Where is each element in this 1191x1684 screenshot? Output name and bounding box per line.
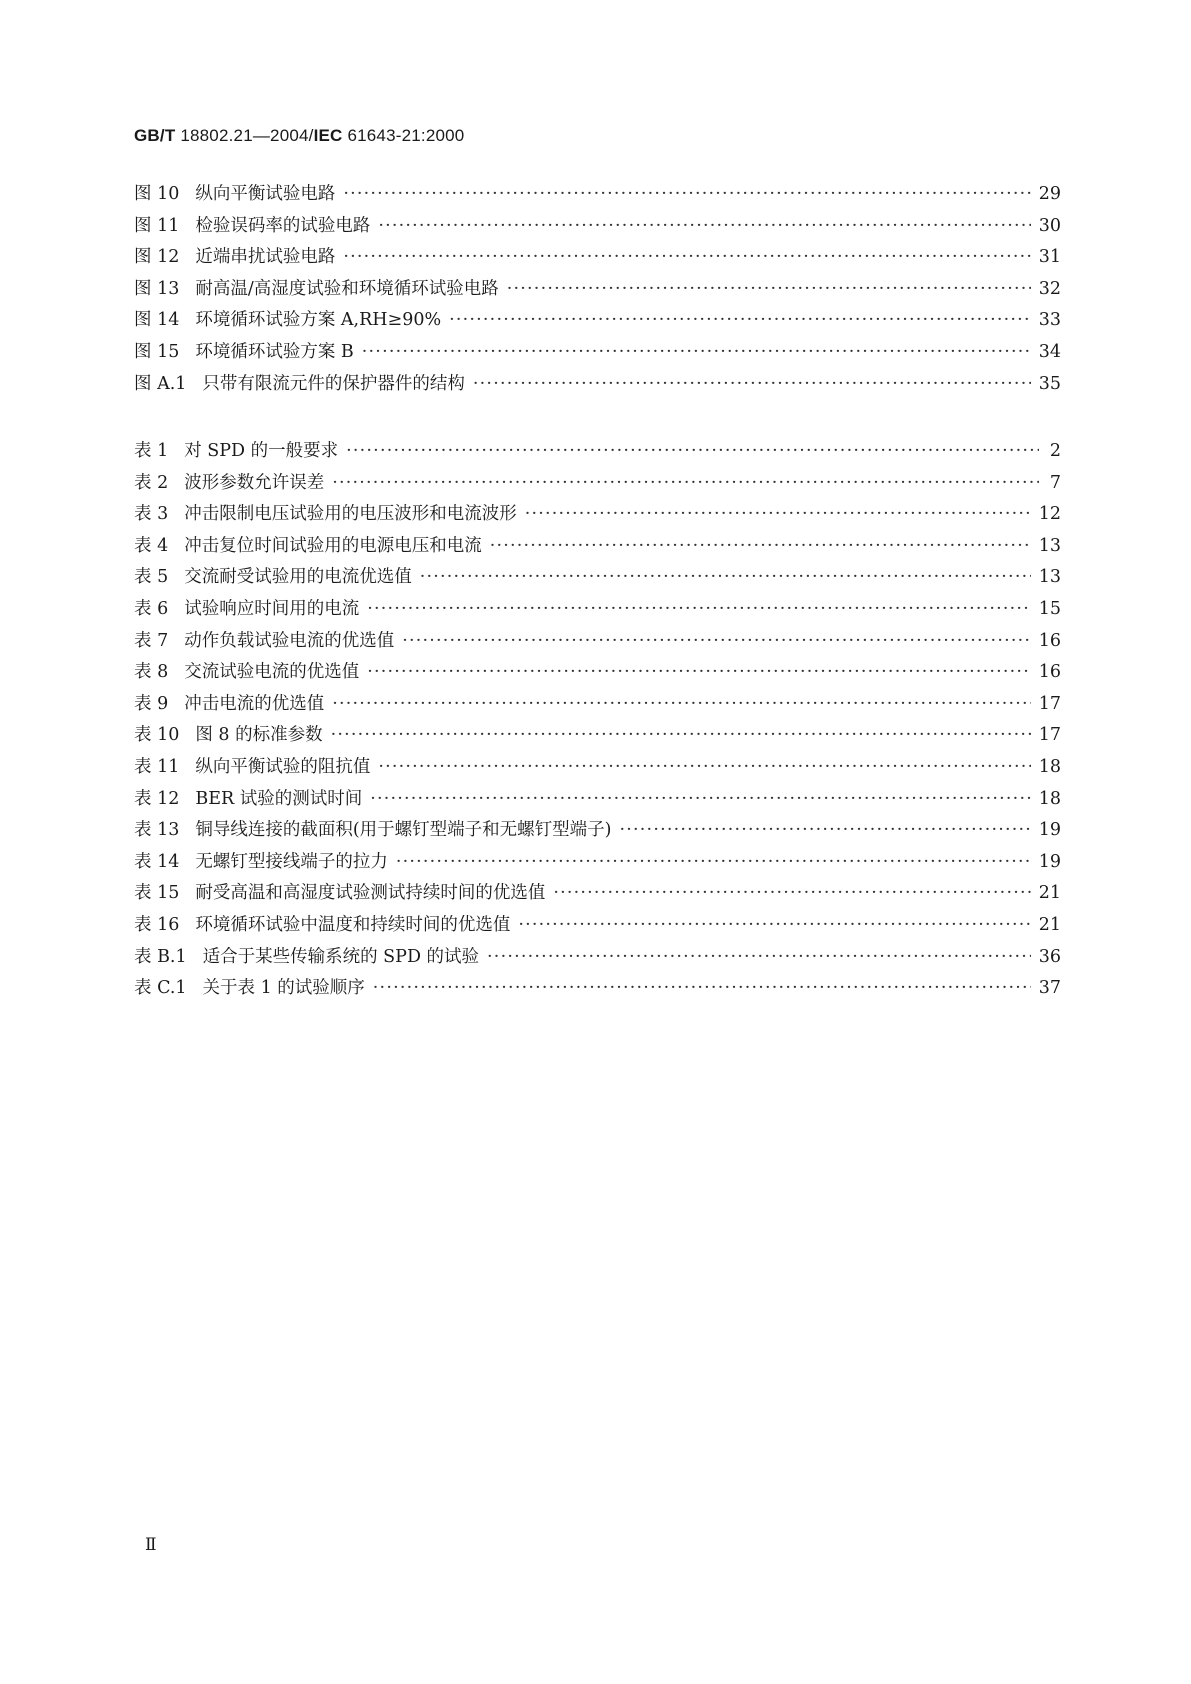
dot-leader [473, 374, 1031, 394]
dot-leader [396, 852, 1031, 872]
dot-leader [402, 631, 1031, 651]
table-page-number: 16 [1038, 630, 1061, 651]
figure-label: 图 15 [134, 341, 180, 362]
table-entry[interactable] [134, 500, 1061, 532]
dot-leader [620, 820, 1031, 840]
figure-entry[interactable] [134, 180, 1061, 212]
figure-label: 图 11 [134, 215, 180, 236]
figure-title: 纵向平衡试验电路 [195, 184, 336, 204]
table-title: 关于表 1 的试验顺序 [202, 978, 365, 999]
figure-page-number: 33 [1038, 310, 1061, 331]
table-page-number: 37 [1038, 978, 1061, 999]
table-title: 动作负载试验电流的优选值 [184, 630, 395, 651]
dot-leader [487, 947, 1031, 967]
table-page-number: 36 [1038, 946, 1061, 967]
table-entry[interactable] [134, 848, 1061, 880]
table-title: 适合于某些传输系统的 SPD 的试验 [202, 946, 480, 967]
table-page-number: 19 [1038, 851, 1061, 872]
table-entry[interactable] [134, 911, 1061, 943]
dot-leader [373, 978, 1031, 998]
dot-leader [362, 342, 1031, 362]
table-label: 表 11 [134, 756, 180, 777]
table-page-number: 19 [1038, 820, 1061, 841]
table-label: 表 12 [134, 788, 180, 809]
table-label: 表 15 [134, 883, 180, 904]
table-title: 对 SPD 的一般要求 [184, 441, 339, 461]
table-label: 表 4 [134, 535, 169, 556]
table-label: 表 9 [134, 693, 169, 714]
table-entry[interactable] [134, 658, 1061, 690]
table-label: 表 6 [134, 598, 169, 619]
figure-entry[interactable] [134, 243, 1061, 275]
table-label: 表 5 [134, 567, 169, 588]
table-title: 无螺钉型接线端子的拉力 [195, 851, 388, 872]
figure-label: 图 14 [134, 310, 180, 331]
table-title: 冲击复位时间试验用的电源电压和电流 [184, 535, 482, 556]
document-header [134, 126, 464, 146]
table-label: 表 C.1 [134, 978, 187, 999]
dot-leader [420, 567, 1031, 587]
table-label: 表 10 [134, 725, 180, 746]
table-title: 冲击电流的优选值 [184, 693, 325, 714]
figure-label: 图 A.1 [134, 373, 187, 394]
figure-page-number: 31 [1038, 247, 1061, 268]
table-entry[interactable] [134, 627, 1061, 659]
dot-leader [332, 694, 1031, 714]
table-label: 表 16 [134, 914, 180, 935]
figure-entry[interactable] [134, 338, 1061, 370]
dot-leader [367, 599, 1031, 619]
table-title: 冲击限制电压试验用的电压波形和电流波形 [184, 504, 517, 525]
dot-leader [343, 247, 1030, 267]
figure-label: 图 10 [134, 184, 180, 204]
table-entry[interactable] [134, 943, 1061, 975]
table-page-number: 2 [1049, 441, 1061, 461]
table-page-number: 21 [1038, 883, 1061, 904]
table-label: 表 3 [134, 504, 169, 525]
table-entry[interactable] [134, 974, 1061, 1006]
figure-page-number: 35 [1038, 373, 1061, 394]
dot-leader [553, 883, 1030, 903]
figure-list [134, 180, 1061, 401]
figure-page-number: 34 [1038, 341, 1061, 362]
table-page-number: 15 [1038, 598, 1061, 619]
table-entry[interactable] [134, 532, 1061, 564]
table-page-number: 7 [1049, 472, 1061, 493]
table-title: 波形参数允许误差 [184, 472, 325, 493]
figure-page-number: 29 [1038, 184, 1061, 204]
table-entry[interactable] [134, 437, 1061, 469]
dot-leader [507, 279, 1031, 299]
table-label: 表 2 [134, 472, 169, 493]
figure-entry[interactable] [134, 275, 1061, 307]
table-title: 耐受高温和高湿度试验测试持续时间的优选值 [195, 883, 546, 904]
table-entry[interactable] [134, 595, 1061, 627]
table-page-number: 12 [1038, 504, 1061, 525]
iec-prefix: IEC [313, 126, 343, 145]
table-page-number: 16 [1038, 662, 1061, 683]
dot-leader [370, 789, 1031, 809]
table-title: 试验响应时间用的电流 [184, 598, 360, 619]
table-entry[interactable] [134, 563, 1061, 595]
figure-entry[interactable] [134, 306, 1061, 338]
standard-prefix: GB/T [134, 126, 176, 145]
table-label: 表 1 [134, 441, 169, 461]
table-page-number: 17 [1038, 725, 1061, 746]
table-page-number: 18 [1038, 756, 1061, 777]
dot-leader [346, 441, 1039, 461]
table-page-number: 17 [1038, 693, 1061, 714]
page-number: Ⅱ [145, 1535, 157, 1555]
figure-title: 近端串扰试验电路 [195, 247, 336, 268]
dot-leader [332, 473, 1039, 493]
table-page-number: 21 [1038, 914, 1061, 935]
table-page-number: 13 [1038, 535, 1061, 556]
table-entry[interactable] [134, 785, 1061, 817]
figure-entry[interactable] [134, 370, 1061, 402]
dot-leader [490, 536, 1031, 556]
dot-leader [343, 184, 1030, 204]
table-title: 交流耐受试验用的电流优选值 [184, 567, 412, 588]
table-entry[interactable] [134, 469, 1061, 501]
dot-leader [367, 662, 1031, 682]
table-title: 环境循环试验中温度和持续时间的优选值 [195, 914, 511, 935]
figure-label: 图 12 [134, 247, 180, 268]
table-entry[interactable] [134, 816, 1061, 848]
table-list [134, 437, 1061, 1006]
table-title: 交流试验电流的优选值 [184, 662, 360, 683]
figure-title: 环境循环试验方案 B [195, 341, 354, 362]
table-entry[interactable] [134, 879, 1061, 911]
table-entry[interactable] [134, 690, 1061, 722]
table-title: 纵向平衡试验的阻抗值 [195, 756, 371, 777]
figure-entry[interactable] [134, 212, 1061, 244]
figure-page-number: 30 [1038, 215, 1061, 236]
figure-title: 环境循环试验方案 A,RH≥90% [195, 310, 442, 331]
iec-number: 61643-21:2000 [342, 126, 465, 145]
table-page-number: 13 [1038, 567, 1061, 588]
table-label: 表 13 [134, 820, 180, 841]
dot-leader [331, 725, 1031, 745]
dot-leader [378, 757, 1030, 777]
table-label: 表 B.1 [134, 946, 187, 967]
dot-leader [449, 310, 1031, 330]
table-label: 表 14 [134, 851, 180, 872]
dot-leader [378, 216, 1030, 236]
figure-label: 图 13 [134, 278, 180, 299]
table-entry[interactable] [134, 721, 1061, 753]
figure-page-number: 32 [1038, 278, 1061, 299]
table-title: 图 8 的标准参数 [195, 725, 323, 746]
figure-title: 只带有限流元件的保护器件的结构 [202, 373, 465, 394]
figure-title: 耐高温/高湿度试验和环境循环试验电路 [195, 278, 499, 299]
dot-leader [525, 504, 1031, 524]
table-title: 铜导线连接的截面积(用于螺钉型端子和无螺钉型端子) [195, 820, 612, 841]
table-title: BER 试验的测试时间 [195, 788, 363, 809]
dot-leader [518, 915, 1030, 935]
table-entry[interactable] [134, 753, 1061, 785]
standard-number: 18802.21—2004/ [175, 126, 314, 145]
figure-title: 检验误码率的试验电路 [195, 215, 371, 236]
table-label: 表 7 [134, 630, 169, 651]
table-label: 表 8 [134, 662, 169, 683]
table-page-number: 18 [1038, 788, 1061, 809]
